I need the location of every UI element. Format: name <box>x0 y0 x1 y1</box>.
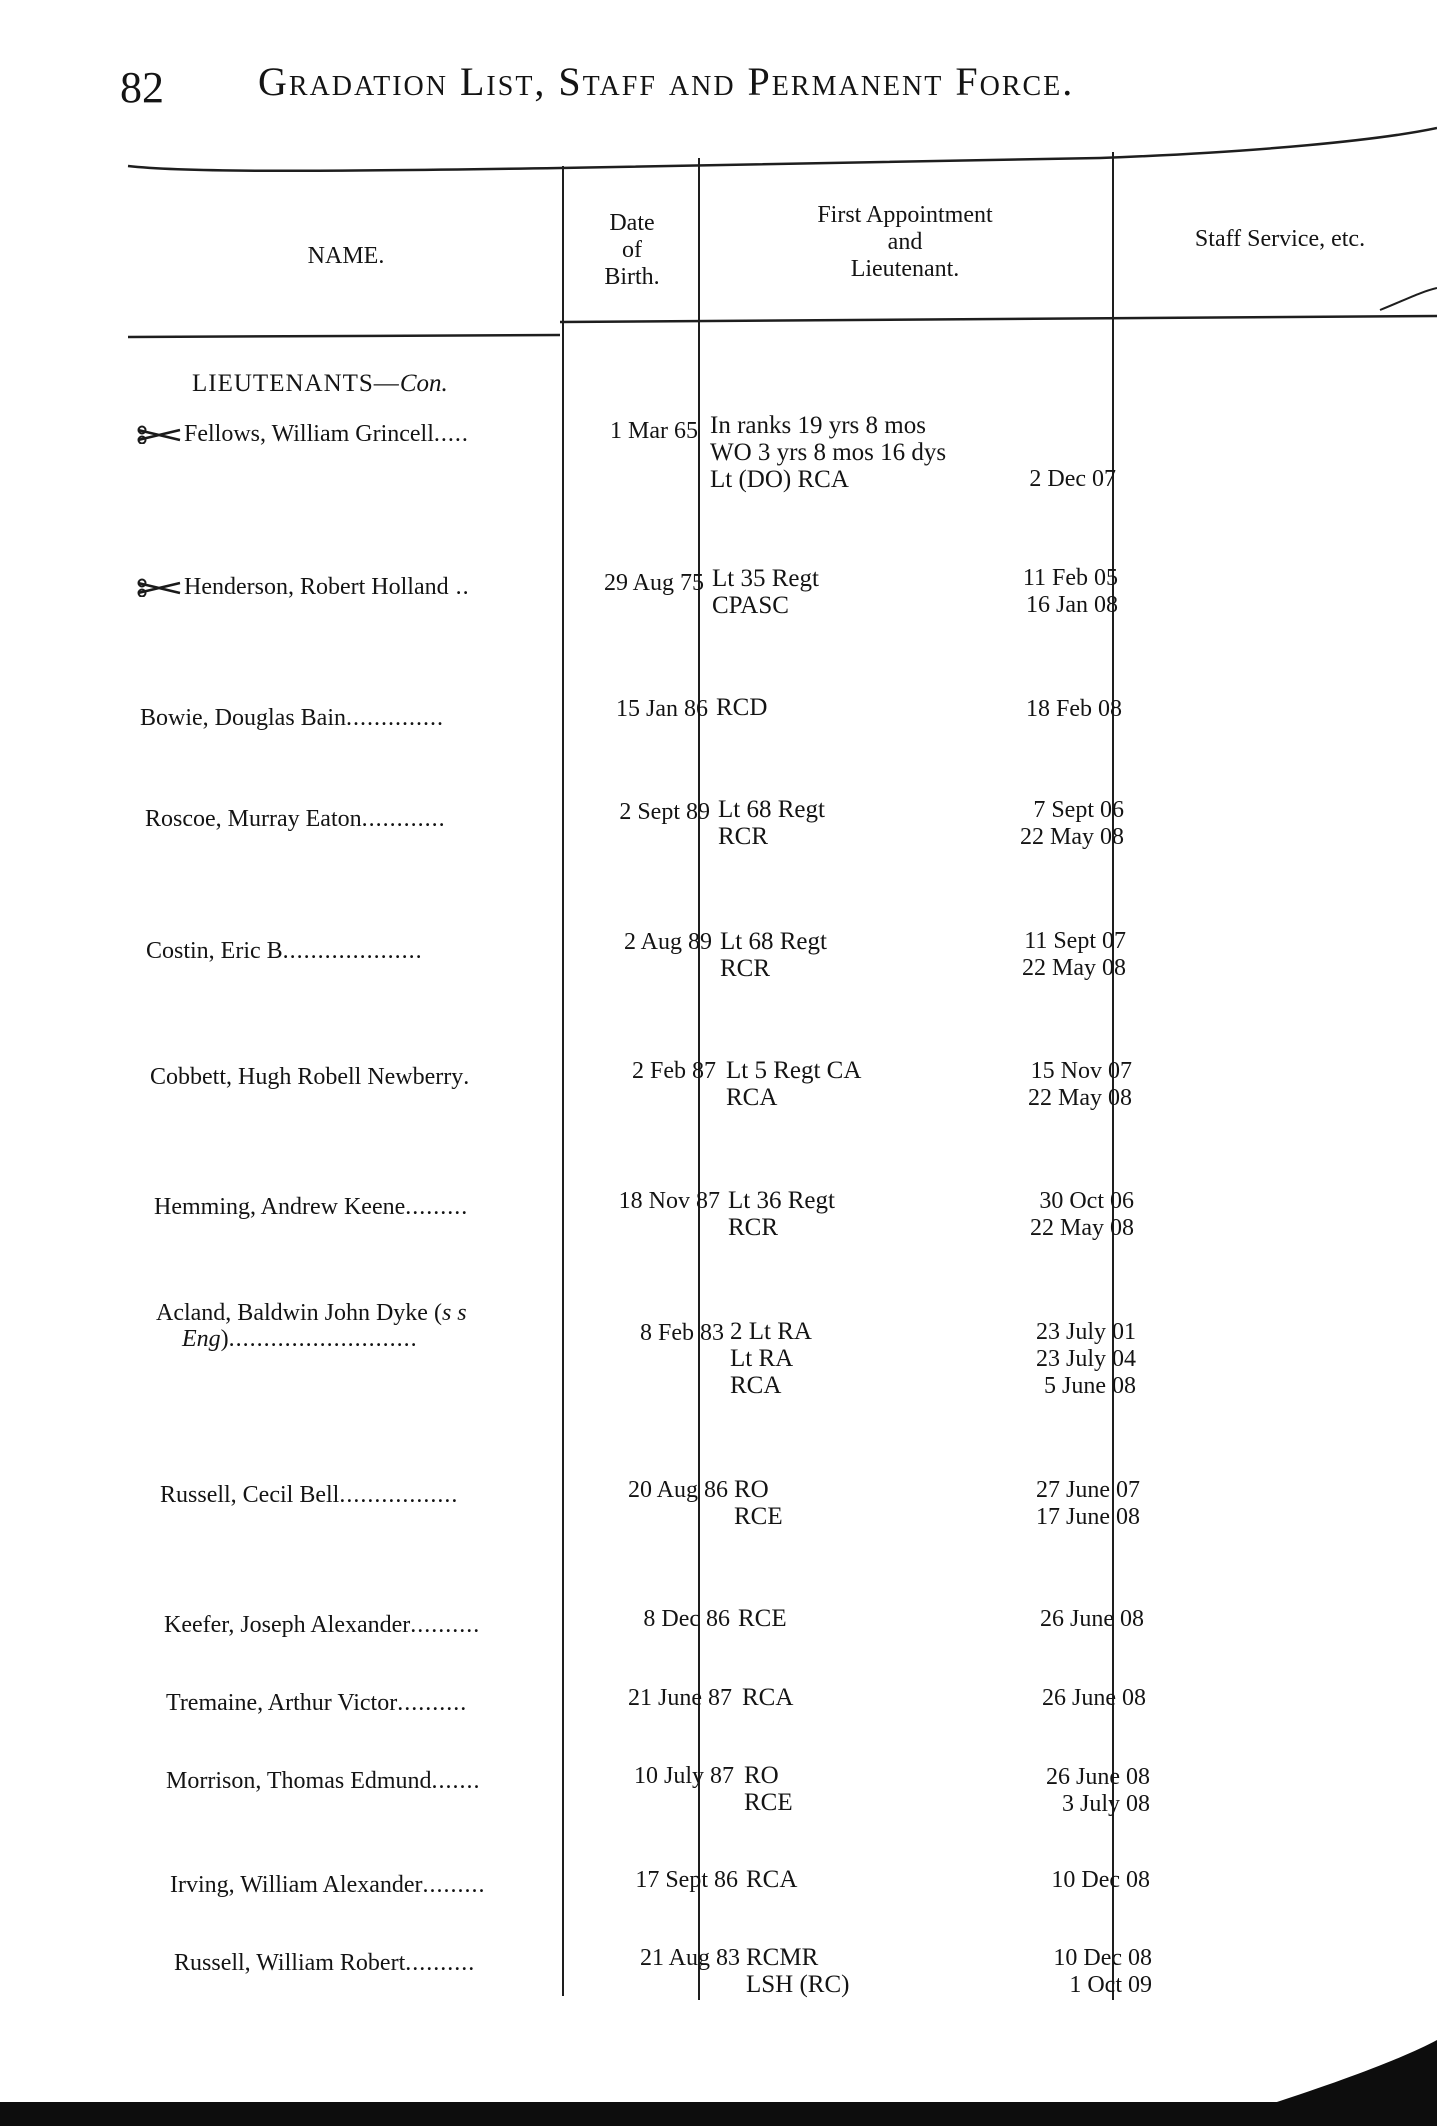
appointment-line: RCD <box>716 694 768 721</box>
entry-appointments <box>734 1476 783 1530</box>
appointment-date: 1 Oct 09 <box>1069 1972 1152 1998</box>
entry-name <box>146 938 423 964</box>
heading-line: of <box>622 237 642 263</box>
appointment-date: 30 Oct 06 <box>1039 1188 1134 1214</box>
entry-name-text: Acland, Baldwin John Dyke ( <box>156 1300 442 1326</box>
entry-name <box>136 421 469 447</box>
entry-appointments <box>728 1187 835 1241</box>
scissors-icon <box>136 577 182 597</box>
entry-name-text: Hemming, Andrew Keene <box>154 1194 406 1220</box>
appointment-line: Lt 5 Regt CA <box>726 1057 862 1084</box>
leader-dots: .................... <box>282 938 423 964</box>
entry-dates <box>940 1477 1140 1531</box>
column-heading-name: NAME. <box>307 243 385 269</box>
leader-dots: .......... <box>405 1950 476 1976</box>
appointment-line: RCA <box>742 1684 794 1711</box>
column-heading-staff: Staff Service, etc. <box>1194 226 1366 252</box>
entry-appointments <box>742 1684 793 1711</box>
appointment-date: 17 June 08 <box>1036 1504 1140 1530</box>
appointment-line: RO <box>734 1476 769 1503</box>
appointment-line: In ranks 19 yrs 8 mos <box>710 412 926 439</box>
leader-dots: ......... <box>422 1872 486 1898</box>
entry-birth: 2 Feb 87 <box>632 1058 716 1084</box>
appointment-line: RCA <box>746 1866 798 1893</box>
entry-dates <box>940 565 1118 619</box>
entry-name <box>140 705 444 731</box>
heading-line: and <box>887 229 923 255</box>
entry-dates <box>940 1945 1152 1999</box>
entry-appointments <box>716 694 767 721</box>
entry-birth: 17 Sept 86 <box>635 1867 738 1893</box>
heading-line: First Appointment <box>817 202 993 228</box>
entry-dates <box>940 466 1116 493</box>
entry-dates <box>940 1058 1132 1112</box>
entry-birth: 20 Aug 86 <box>627 1477 728 1503</box>
appointment-date: 26 June 08 <box>1042 1685 1146 1711</box>
appointment-date: 18 Feb 08 <box>1026 696 1122 722</box>
scissors-icon <box>136 424 182 444</box>
appointment-date: 23 July 04 <box>1035 1346 1136 1372</box>
entry-name-text: Roscoe, Murray Eaton <box>145 806 362 832</box>
appointment-date: 22 May 08 <box>1028 1085 1132 1111</box>
heading-line: Birth. <box>604 264 660 290</box>
heading-line: Lieutenant. <box>850 256 960 282</box>
entry-birth: 18 Nov 87 <box>618 1188 720 1214</box>
entry-name <box>160 1482 458 1508</box>
leader-dots: ........................... <box>228 1326 418 1352</box>
leader-dots: .......... <box>397 1690 468 1716</box>
entry-name <box>154 1194 468 1220</box>
appointment-line: RCA <box>730 1372 782 1399</box>
section-label <box>192 370 448 398</box>
page-title: Gradation List, Staff and Permanent Force. <box>258 59 1075 104</box>
appointment-date: 3 July 08 <box>1061 1791 1150 1817</box>
entry-appointments <box>744 1762 793 1816</box>
entry-dates <box>940 928 1126 982</box>
appointment-date: 22 May 08 <box>1020 824 1124 850</box>
leader-dots: ............ <box>361 806 446 832</box>
column-heading-appointment <box>730 202 1080 283</box>
entry-name-text: Bowie, Douglas Bain <box>140 705 346 731</box>
appointment-line: WO 3 yrs 8 mos 16 dys <box>710 439 947 466</box>
entry-appointments <box>712 565 819 619</box>
entry-dates <box>940 797 1124 851</box>
entry-appointments <box>746 1944 849 1998</box>
column-heading-birth <box>572 210 692 291</box>
appointment-line: RCE <box>744 1789 793 1816</box>
appointment-date: 27 June 07 <box>1036 1477 1140 1503</box>
entry-birth: 1 Mar 65 <box>610 418 698 444</box>
entry-dates <box>940 1319 1136 1400</box>
appointment-date: 23 July 01 <box>1035 1319 1136 1345</box>
entry-name-text: Cobbett, Hugh Robell Newberry <box>150 1064 464 1090</box>
leader-dots: .............. <box>345 705 444 731</box>
heading-line: Date <box>609 210 655 236</box>
appointment-date: 11 Sept 07 <box>1024 928 1126 954</box>
appointment-line: 2 Lt RA <box>730 1318 812 1345</box>
entry-name <box>174 1950 475 1976</box>
leader-dots: .. <box>448 574 470 600</box>
header-rules <box>0 0 1437 360</box>
leader-dots: .......... <box>410 1612 481 1638</box>
entry-birth: 2 Aug 89 <box>623 929 712 955</box>
entry-name-text: Costin, Eric B <box>146 938 283 964</box>
entry-appointments <box>730 1318 812 1399</box>
entry-dates <box>940 1606 1144 1633</box>
appointment-line: RCR <box>718 823 769 850</box>
entry-name <box>145 806 446 832</box>
appointment-line: Lt (DO) RCA <box>710 466 849 493</box>
entry-name <box>166 1768 481 1794</box>
leader-dots: . <box>463 1064 471 1090</box>
appointment-line: Lt 35 Regt <box>712 565 819 592</box>
entry-appointments <box>720 928 827 982</box>
entry-name-text: Russell, Cecil Bell <box>160 1482 340 1508</box>
appointment-line: CPASC <box>712 592 789 619</box>
entry-dates <box>940 1685 1146 1712</box>
appointment-date: 15 Nov 07 <box>1030 1058 1132 1084</box>
entry-birth: 29 Aug 75 <box>603 570 704 596</box>
entry-name-text: Henderson, Robert Holland <box>184 574 449 600</box>
entry-birth: 10 July 87 <box>633 1763 734 1789</box>
appointment-date: 7 Sept 06 <box>1033 797 1124 823</box>
entry-birth: 21 Aug 83 <box>639 1945 740 1971</box>
appointment-date: 10 Dec 08 <box>1051 1867 1150 1893</box>
appointment-date: 10 Dec 08 <box>1053 1945 1152 1971</box>
appointment-date: 22 May 08 <box>1030 1215 1134 1241</box>
appointment-date: 2 Dec 07 <box>1029 466 1116 492</box>
appointment-line: LSH (RC) <box>746 1971 850 1998</box>
entry-appointments <box>726 1057 861 1111</box>
appointment-line: Lt 68 Regt <box>720 928 827 955</box>
leader-dots: ................. <box>339 1482 459 1508</box>
entry-name <box>166 1690 467 1716</box>
entry-dates <box>940 1867 1150 1894</box>
appointment-date: 16 Jan 08 <box>1026 592 1118 618</box>
entry-birth: 8 Feb 83 <box>640 1320 724 1346</box>
leader-dots: ....... <box>431 1768 481 1794</box>
entry-name-text: Fellows, William Grincell <box>184 421 434 447</box>
appointment-date: 5 June 08 <box>1044 1373 1136 1399</box>
appointment-date: 26 June 08 <box>1046 1764 1150 1790</box>
appointment-date: 22 May 08 <box>1022 955 1126 981</box>
section-label-suffix: Con. <box>399 370 448 397</box>
appointment-date: 26 June 08 <box>1040 1606 1144 1632</box>
entry-name-text: Tremaine, Arthur Victor <box>166 1690 398 1716</box>
appointment-line: RCE <box>738 1605 787 1632</box>
page-number: 82 <box>120 63 164 112</box>
entry-name-italic: Eng <box>182 1326 221 1352</box>
appointment-line: Lt 68 Regt <box>718 796 825 823</box>
entry-dates <box>940 696 1122 723</box>
entry-appointments <box>710 412 946 493</box>
appointment-line: RCR <box>720 955 771 982</box>
appointment-line: RCE <box>734 1503 783 1530</box>
appointment-line: RCMR <box>746 1944 819 1971</box>
leader-dots: ..... <box>433 421 469 447</box>
entry-name-text: Keefer, Joseph Alexander <box>164 1612 411 1638</box>
entry-name <box>170 1872 486 1898</box>
entry-name-text: ) <box>220 1326 229 1352</box>
appointment-line: Lt 36 Regt <box>728 1187 835 1214</box>
entry-appointments <box>738 1605 787 1632</box>
entry-name <box>136 574 470 600</box>
appointment-line: Lt RA <box>730 1345 794 1372</box>
appointment-line: RCR <box>728 1214 779 1241</box>
appointment-line: RCA <box>726 1084 778 1111</box>
entry-name <box>164 1612 480 1638</box>
entry-name-text: Russell, William Robert <box>174 1950 406 1976</box>
entry-birth: 8 Dec 86 <box>643 1606 730 1632</box>
leader-dots: ......... <box>405 1194 469 1220</box>
entry-birth: 2 Sept 89 <box>619 799 710 825</box>
section-label-text: LIEUTENANTS— <box>192 370 400 397</box>
entry-name <box>156 1300 467 1352</box>
column-rule-1 <box>562 166 564 1996</box>
entry-name-text: Irving, William Alexander <box>170 1872 423 1898</box>
appointment-line: RO <box>744 1762 779 1789</box>
entry-appointments <box>746 1866 797 1893</box>
entry-birth: 21 June 87 <box>628 1685 732 1711</box>
entry-name-italic: s s <box>441 1300 467 1326</box>
page-edge-band <box>0 2102 1437 2126</box>
appointment-date: 11 Feb 05 <box>1022 565 1118 591</box>
entry-birth: 15 Jan 86 <box>616 696 708 722</box>
entry-dates <box>940 1764 1150 1818</box>
entry-dates <box>940 1188 1134 1242</box>
entry-name-text: Morrison, Thomas Edmund <box>166 1768 432 1794</box>
entry-name <box>150 1064 470 1090</box>
entry-appointments <box>718 796 825 850</box>
